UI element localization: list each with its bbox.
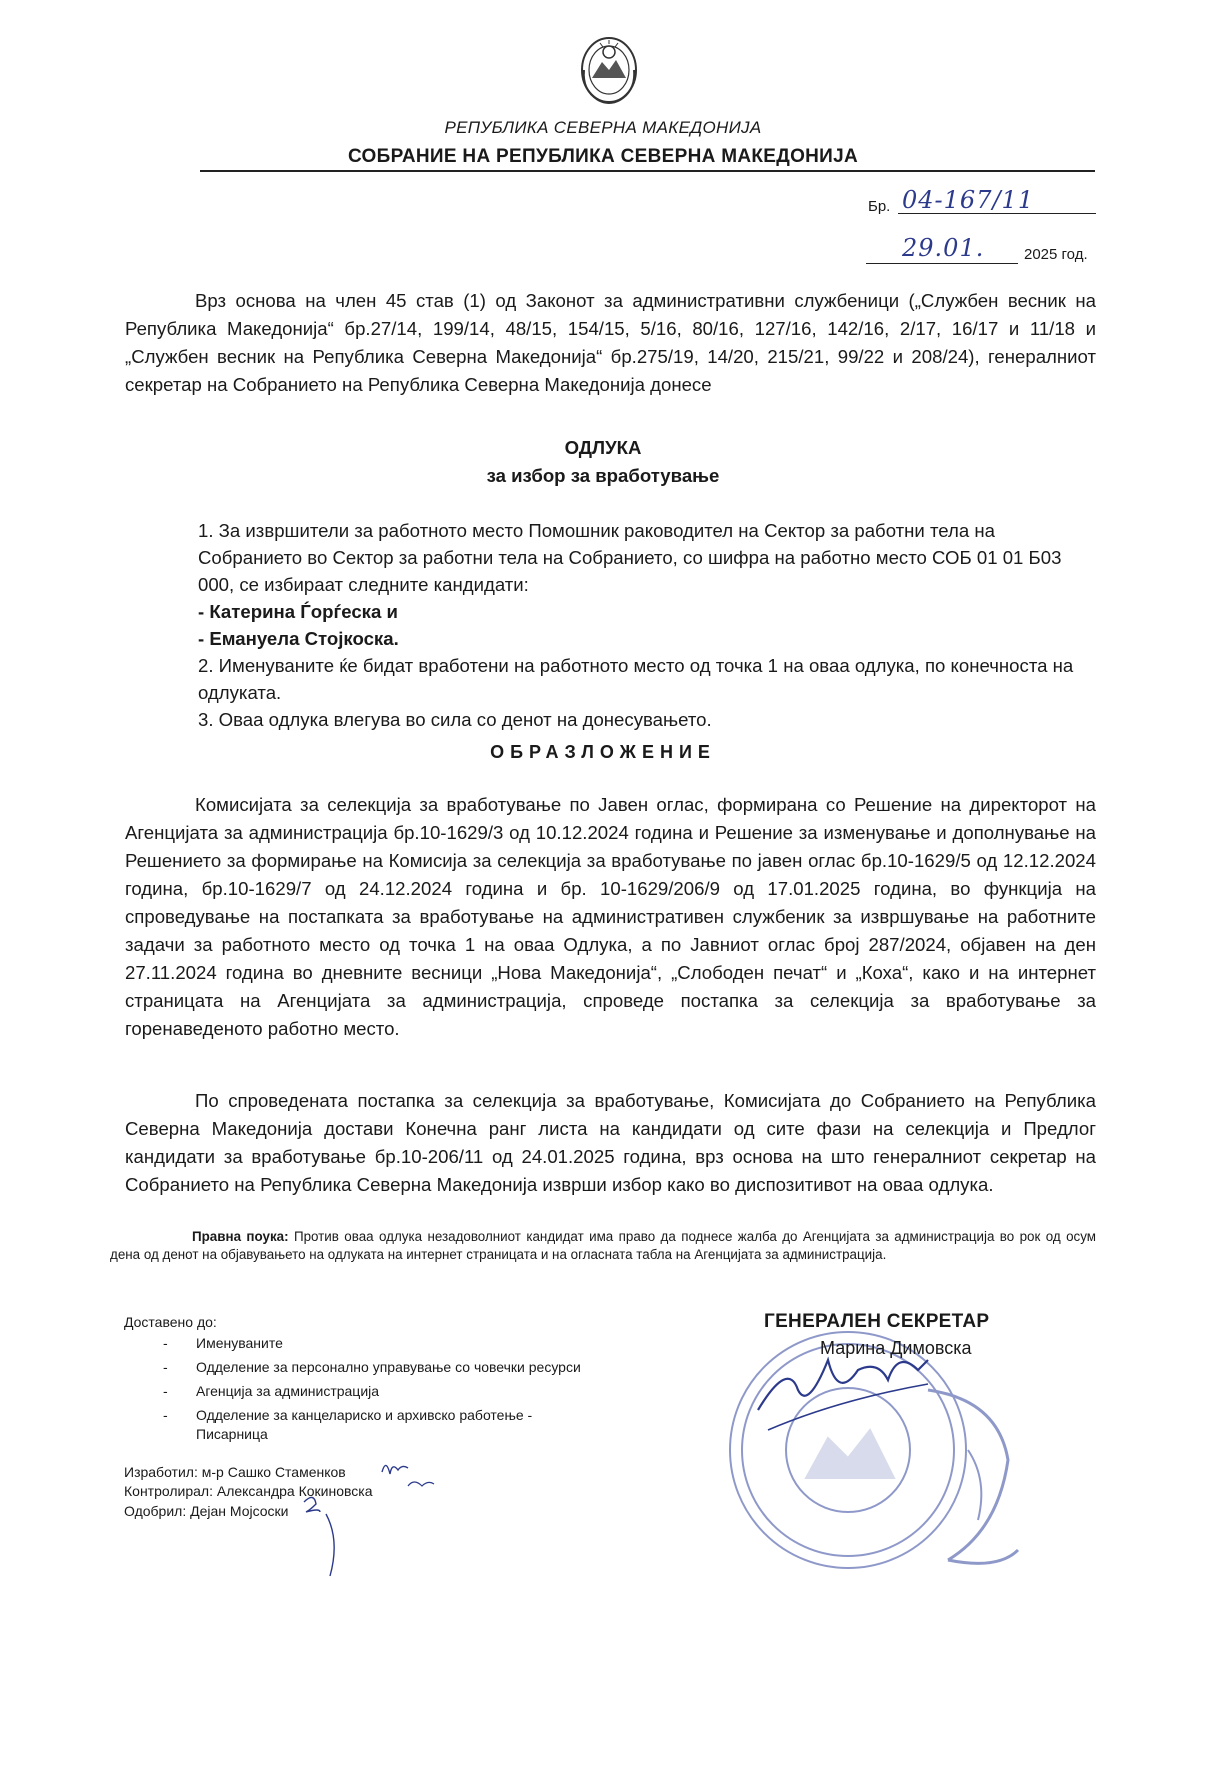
decision-subtitle: за избор за вработување [486,465,720,486]
delivered-item: - Агенција за администрација [163,1383,380,1399]
delivered-list [158,1334,598,1449]
delivered-item: - Одделение за канцелариско и архивско работење - Писарница [163,1407,533,1442]
reg-number-handwritten: 04-167/11 [902,186,1035,214]
candidate-1: - Катерина Ѓорѓеска и [198,601,398,622]
approved-by: Одобрил: Дејан Мојсоски [124,1503,289,1519]
reg-number-label: Бр. [868,198,891,215]
made-by: Изработил: м-р Сашко Стаменков [124,1464,346,1480]
header-divider [200,170,1095,172]
controlled-by: Контролирал: Александра Кокиновска [124,1483,373,1499]
explanation-title: ОБРАЗЛОЖЕНИЕ [490,742,716,762]
date-handwritten: 29.01. [902,234,985,262]
republic-name: РЕПУБЛИКА СЕВЕРНА МАКЕДОНИЈА [444,118,762,137]
explanation-paragraph-1: Комисијата за селекција за вработување по Јавен оглас, формирана со Решение на директорот на Агенцијата за администрација бр.10-1629/3 од 10.12.2024 година и Решение за изменување и дополнување на Решението за формирање на Комисија за селекција за вработување по јавен оглас бр.10-1629/5 од 12.12.2024 година, бр.10-1629/7 од 24.12.2024 година и бр. 10-1629/206/9 од 17.01.2025 година, во функција на спроведување на постапката за вработување на административен службеник за извршување на работните задачи за работното место од точка 1 на оваа Одлука, а по Јавниот оглас број 287/2024, објавен на ден 27.11.2024 година во дневните весници „Нова Македонија“, „Слободен печат“ и „Коха“, како и на интернет страницата на Агенцијата за администрација, спроведе постапка за селекција за вработување за горенаведеното работно место. [125,794,1096,1039]
initials-signatures [378,1456,458,1546]
assembly-name: СОБРАНИЕ НА РЕПУБЛИКА СЕВЕРНА МАКЕДОНИЈА [347,146,859,167]
legal-notice [110,1228,1096,1264]
explanation-paragraph-2: По спроведената постапка за селекција за вработување, Комисијата до Собранието на Република Северна Македонија достави Конечна ранг листа на кандидати од сите фази на селекција и Предлог кандидати за вработување бр.10-206/11 од 24.01.2025 година, врз основа на што генералниот секретар на Собранието на Република Северна Македонија изврши избор како во диспозитивот на оваа одлука. [125,1090,1096,1195]
approver-signature [300,1490,360,1580]
decision-items [198,517,1096,733]
signatory-name: Марина Димовска [820,1338,972,1358]
date-line [866,263,1018,264]
decision-item-2: 2. Именуваните ќе бидат вработени на работното место од точка 1 на оваа одлука, по конечноста на одлуката. [198,655,1074,703]
preamble: Врз основа на член 45 став (1) од Законот за административни службеници („Службен весник на Република Македонија“ бр.27/14, 199/14, 48/15, 154/15, 5/16, 80/16, 127/16, 142/16, 2/17, 16/17 и 11/18 и „Службен весник на Република Северна Македонија“ бр.275/19, 14/20, 215/21, 99/22 и 208/24), генералниот секретар на Собранието на Република Северна Македонија донесе [125,290,1096,395]
reg-number-line [898,213,1096,214]
decision-title: ОДЛУКА [564,437,642,458]
state-emblem-icon [578,30,640,106]
legal-notice-label: Правна поука: [192,1229,289,1244]
delivered-item: - Одделение за персонално управување со човечки ресурси [163,1359,581,1375]
signatory-title: ГЕНЕРАЛЕН СЕКРЕТАР [764,1311,990,1332]
delivered-item: - Именуваните [163,1335,283,1351]
candidate-2: - Емануела Стојкоска. [198,628,399,649]
date-year: 2025 год. [1024,246,1088,263]
decision-item-1: 1. За извршители за работното место Помошник раководител на Сектор за работни тела на Собранието во Сектор за работни тела на Собранието, со шифра на работно место СОБ 01 01 Б03 000, се избираат следните кандидати: [198,520,1062,595]
decision-item-3: 3. Оваа одлука влегува во сила со денот на донесувањето. [198,709,712,730]
delivered-heading: Доставено до: [124,1314,217,1330]
legal-notice-text: Против оваа одлука незадоволниот кандидат има право да поднесе жалба до Агенцијата за администрација во рок од осум дена од денот на објавувањето на одлуката на интернет страницата и на огласната табла на Агенцијата за администрација. [110,1229,1096,1262]
